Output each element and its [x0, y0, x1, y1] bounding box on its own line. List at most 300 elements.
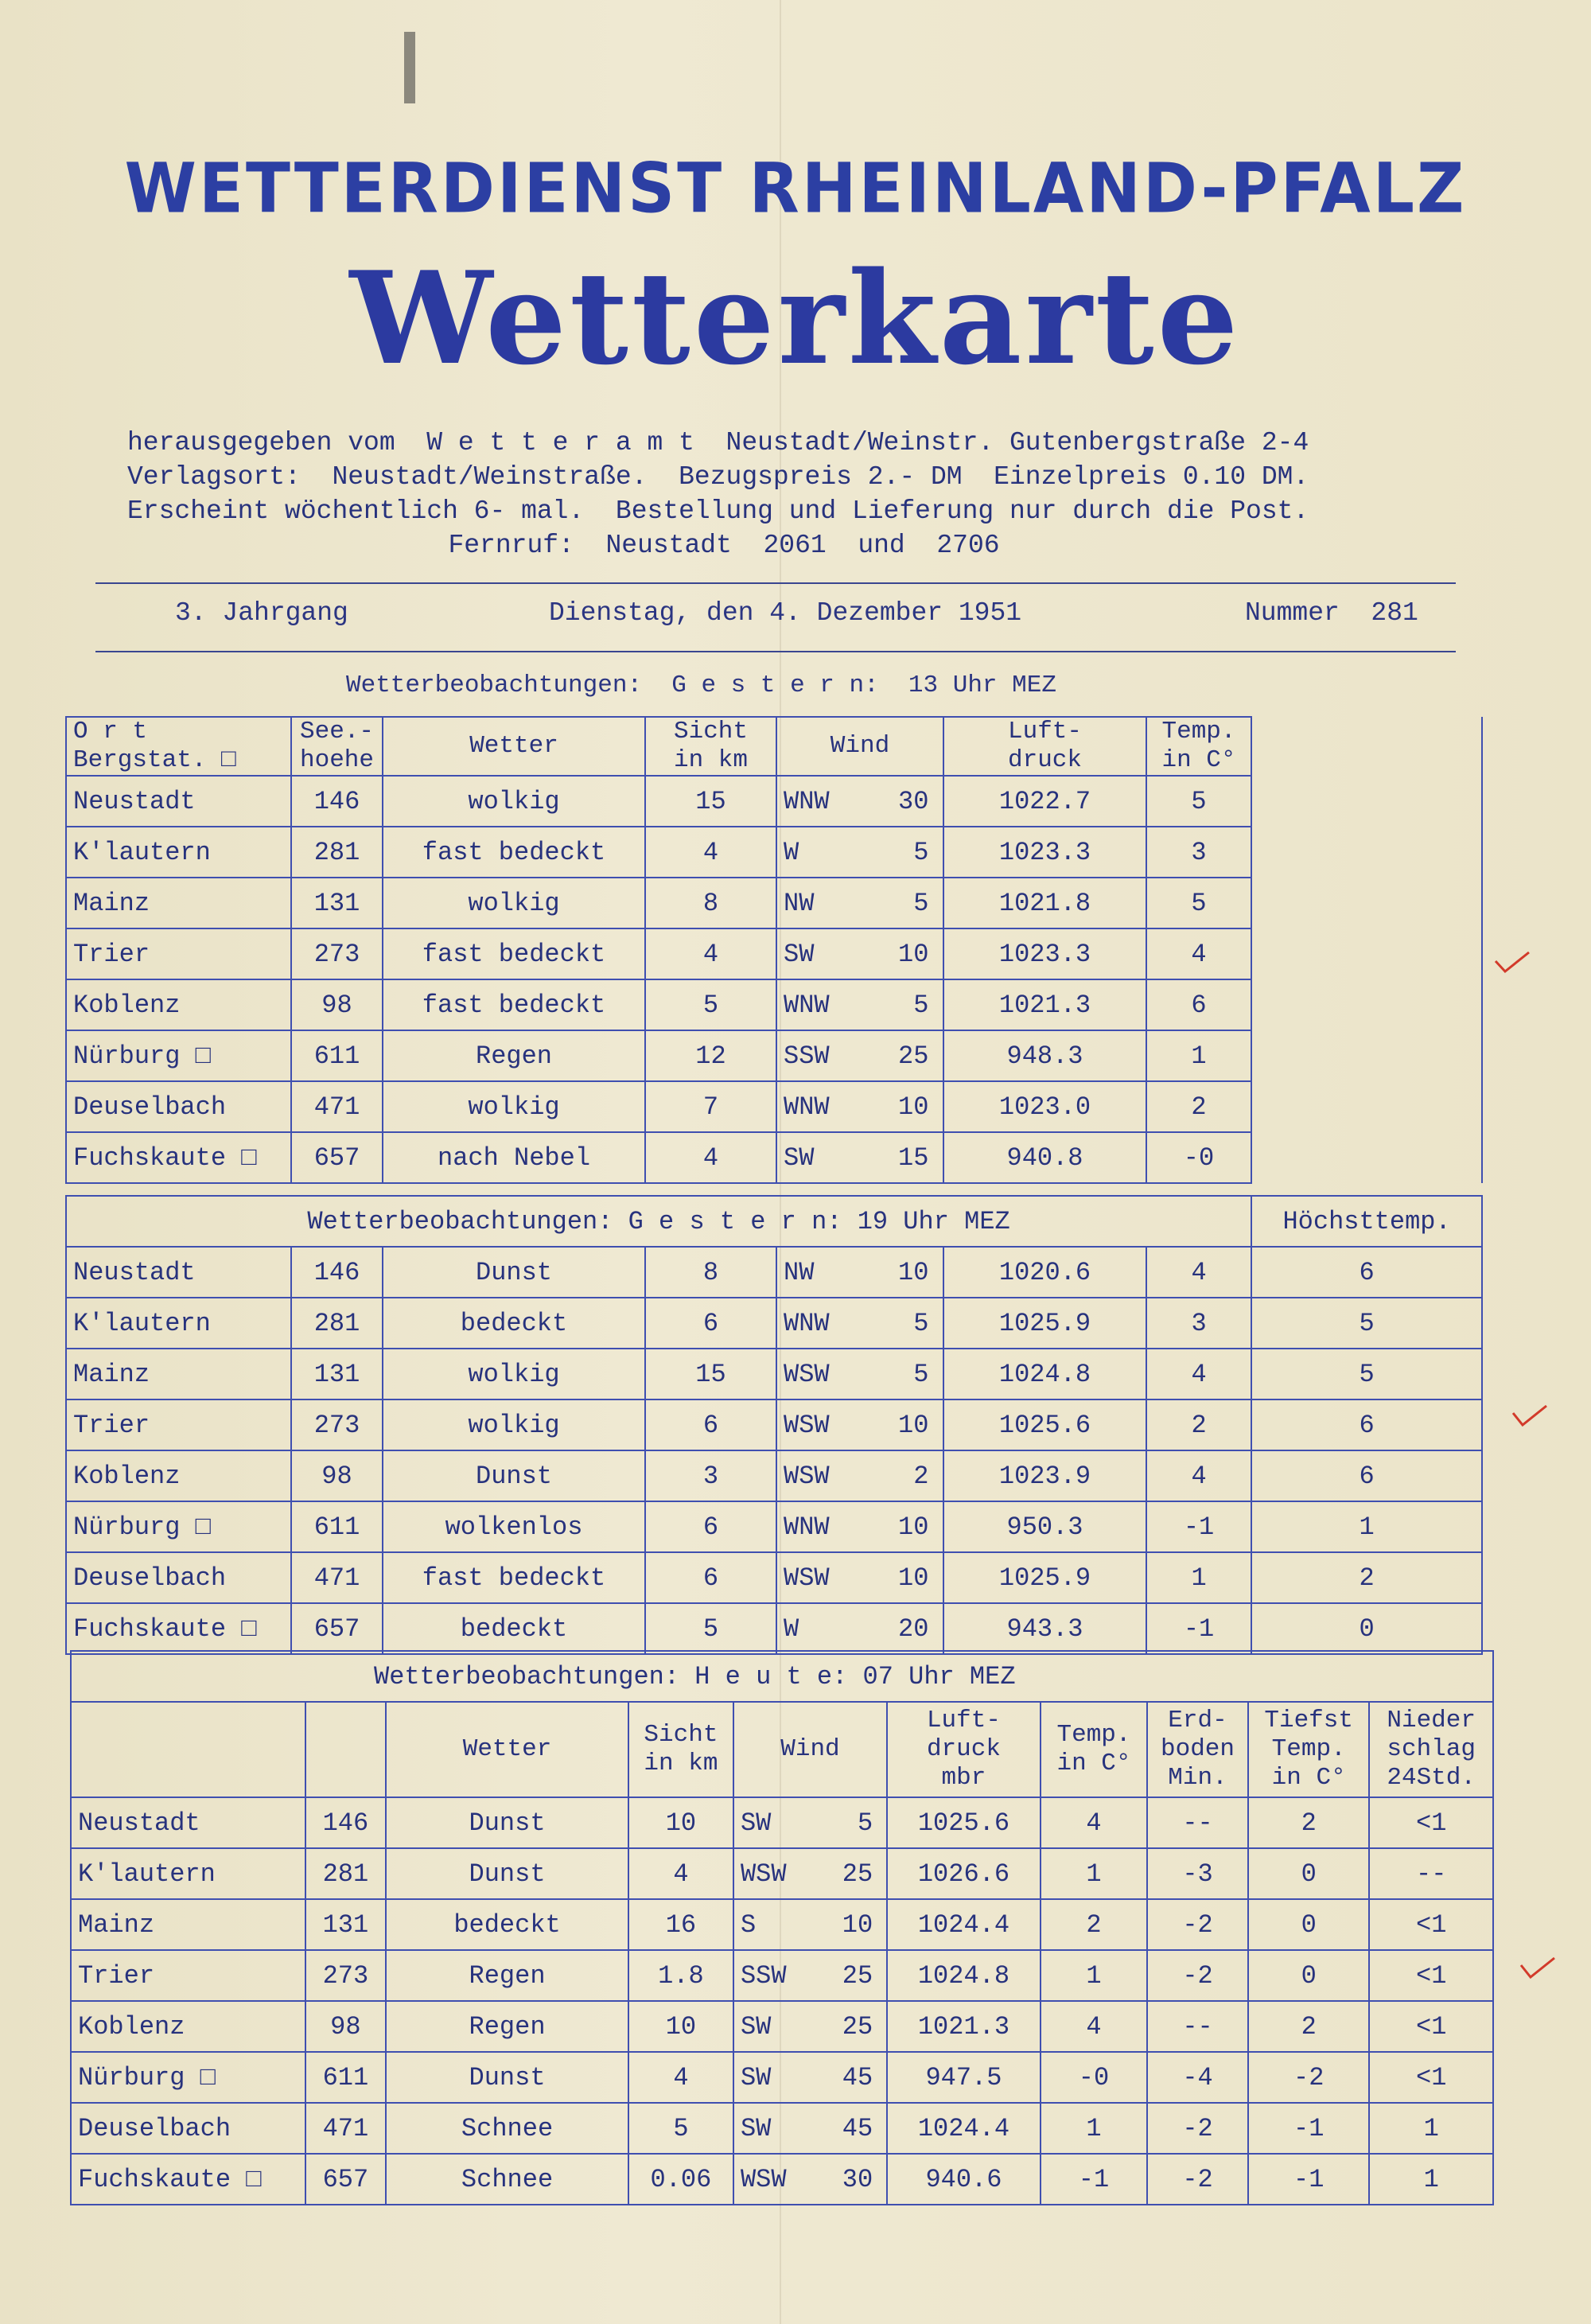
wind-speed: 10 [897, 1257, 929, 1287]
cell-temp: 3 [1146, 827, 1251, 878]
table-19-uhr [65, 1195, 1483, 1655]
table-row [66, 1132, 1482, 1183]
wind-speed: 20 [897, 1614, 929, 1644]
cell-sicht: 4 [645, 827, 776, 878]
table-row [71, 2103, 1493, 2154]
cell-wind [733, 1797, 887, 1848]
cell-tiefsttemp: 2 [1248, 1797, 1369, 1848]
cell-hoehe: 471 [291, 1081, 383, 1132]
cell-tiefsttemp: 0 [1248, 1899, 1369, 1950]
header-wind: Wind [776, 717, 943, 776]
wind-direction: SW [784, 1143, 815, 1173]
cell-hoehe: 98 [305, 2001, 387, 2052]
cell-temp: -1 [1146, 1603, 1251, 1654]
header-niederschlag: Nieder schlag 24Std. [1369, 1702, 1493, 1797]
table-row [71, 1899, 1493, 1950]
header-sicht: Sicht in km [645, 717, 776, 776]
cell-hoehe: 98 [291, 1450, 383, 1501]
cell-wetter: bedeckt [386, 1899, 628, 1950]
service-title: WETTERDIENST RHEINLAND-PFALZ [124, 149, 1467, 229]
table-row [66, 979, 1482, 1030]
header-empty [71, 1702, 305, 1797]
cell-hoehe: 98 [291, 979, 383, 1030]
cell-wetter: Schnee [386, 2154, 628, 2205]
table-row [66, 1298, 1482, 1349]
cell-ort: Neustadt [71, 1797, 305, 1848]
cell-hoehe: 281 [291, 1298, 383, 1349]
cell-ort: K'lautern [66, 1298, 291, 1349]
cell-hoechsttemp: 6 [1251, 1247, 1482, 1298]
cell-temp: 4 [1041, 1797, 1147, 1848]
cell-temp: 4 [1146, 928, 1251, 979]
ink-mark [404, 32, 415, 103]
empty-cell [1251, 928, 1482, 979]
wind-direction: SW [740, 2062, 772, 2092]
wind-direction: SW [740, 1808, 772, 1838]
cell-temp: 1 [1041, 2103, 1147, 2154]
cell-wind [776, 1030, 943, 1081]
cell-wetter: wolkenlos [383, 1501, 645, 1552]
header-erdboden: Erd- boden Min. [1147, 1702, 1248, 1797]
cell-hoechsttemp: 1 [1251, 1501, 1482, 1552]
cell-luftdruck: 1024.4 [887, 1899, 1041, 1950]
divider [95, 582, 1456, 584]
table-row [71, 2001, 1493, 2052]
empty-cell [1251, 1132, 1482, 1183]
wind-direction: WNW [784, 1308, 830, 1338]
header-temp: Temp. in C° [1041, 1702, 1147, 1797]
wind-direction: NW [784, 1257, 815, 1287]
page-title: Wetterkarte [349, 243, 1242, 393]
cell-ort: Mainz [66, 878, 291, 928]
table-row [71, 1797, 1493, 1848]
cell-niederschlag: <1 [1369, 2052, 1493, 2103]
wind-speed: 45 [842, 2113, 873, 2143]
cell-wind [733, 2154, 887, 2205]
empty-cell [1251, 1030, 1482, 1081]
cell-hoehe: 273 [305, 1950, 387, 2001]
cell-tiefsttemp: -2 [1248, 2052, 1369, 2103]
cell-wind [776, 1247, 943, 1298]
wind-speed: 10 [842, 1909, 873, 1940]
cell-ort: Trier [66, 928, 291, 979]
cell-wetter: nach Nebel [383, 1132, 645, 1183]
cell-niederschlag: -- [1369, 1848, 1493, 1899]
cell-wetter: wolkig [383, 776, 645, 827]
cell-hoechsttemp: 5 [1251, 1298, 1482, 1349]
cell-ort: Nürburg □ [71, 2052, 305, 2103]
info-line: Verlagsort: Neustadt/Weinstraße. Bezugspreis 2.- DM Einzelpreis 0.10 DM. [127, 462, 1309, 492]
cell-temp: 1 [1041, 1950, 1147, 2001]
empty-cell [1251, 878, 1482, 928]
publisher-info [127, 426, 1464, 563]
cell-erdboden: -2 [1147, 2103, 1248, 2154]
cell-hoehe: 611 [291, 1030, 383, 1081]
cell-hoechsttemp: 6 [1251, 1399, 1482, 1450]
table-header-row [71, 1702, 1493, 1797]
wind-direction: SSW [740, 1960, 787, 1991]
header-wetter: Wetter [386, 1702, 628, 1797]
cell-hoehe: 657 [305, 2154, 387, 2205]
cell-niederschlag: 1 [1369, 2103, 1493, 2154]
header-hoechsttemp: Höchsttemp. [1251, 1196, 1482, 1247]
cell-ort: Trier [66, 1399, 291, 1450]
cell-niederschlag: <1 [1369, 2001, 1493, 2052]
cell-luftdruck: 1023.0 [943, 1081, 1146, 1132]
cell-wind [776, 878, 943, 928]
phone-line: Fernruf: Neustadt 2061 und 2706 [448, 531, 1000, 560]
header-wind: Wind [733, 1702, 887, 1797]
cell-wind [776, 1081, 943, 1132]
cell-ort: Neustadt [66, 776, 291, 827]
cell-sicht: 4 [645, 928, 776, 979]
cell-wetter: fast bedeckt [383, 827, 645, 878]
cell-wind [733, 2103, 887, 2154]
cell-niederschlag: <1 [1369, 1899, 1493, 1950]
cell-hoehe: 131 [291, 878, 383, 928]
cell-sicht: 6 [645, 1298, 776, 1349]
header-ort: O r t Bergstat. □ [66, 717, 291, 776]
cell-wetter: Dunst [383, 1450, 645, 1501]
cell-temp: 2 [1146, 1399, 1251, 1450]
cell-wind [776, 1399, 943, 1450]
cell-ort: Koblenz [66, 1450, 291, 1501]
cell-ort: Koblenz [71, 2001, 305, 2052]
divider [95, 651, 1456, 652]
cell-sicht: 8 [645, 878, 776, 928]
wind-direction: WSW [784, 1461, 830, 1491]
cell-erdboden: -4 [1147, 2052, 1248, 2103]
cell-ort: Koblenz [66, 979, 291, 1030]
wind-speed: 5 [913, 1308, 929, 1338]
cell-hoehe: 131 [291, 1349, 383, 1399]
wind-direction: SW [740, 2011, 772, 2042]
cell-hoehe: 281 [291, 827, 383, 878]
table-row [66, 1501, 1482, 1552]
cell-luftdruck: 1024.8 [943, 1349, 1146, 1399]
cell-wetter: Dunst [386, 1797, 628, 1848]
cell-wetter: bedeckt [383, 1298, 645, 1349]
table-row [71, 1950, 1493, 2001]
cell-wetter: Dunst [386, 2052, 628, 2103]
cell-ort: Mainz [71, 1899, 305, 1950]
table-row [66, 1081, 1482, 1132]
cell-wetter: fast bedeckt [383, 1552, 645, 1603]
cell-wind [776, 1132, 943, 1183]
jahrgang: 3. Jahrgang [175, 598, 348, 628]
wind-direction: WSW [740, 1859, 787, 1889]
cell-ort: K'lautern [71, 1848, 305, 1899]
wind-speed: 10 [897, 1092, 929, 1122]
wind-speed: 5 [913, 1359, 929, 1389]
cell-wind [776, 1603, 943, 1654]
cell-hoehe: 611 [305, 2052, 387, 2103]
header-luftdruck: Luft- druck mbr [887, 1702, 1041, 1797]
table-13-uhr [65, 716, 1483, 1184]
cell-niederschlag: <1 [1369, 1797, 1493, 1848]
cell-tiefsttemp: 2 [1248, 2001, 1369, 2052]
cell-wind [776, 776, 943, 827]
cell-wetter: Dunst [383, 1247, 645, 1298]
cell-erdboden: -- [1147, 1797, 1248, 1848]
issue-number: Nummer 281 [1245, 598, 1418, 628]
wind-direction: W [784, 1614, 799, 1644]
cell-hoechsttemp: 2 [1251, 1552, 1482, 1603]
cell-temp: 4 [1146, 1450, 1251, 1501]
cell-wetter: wolkig [383, 1081, 645, 1132]
cell-wind [776, 1298, 943, 1349]
wind-speed: 5 [858, 1808, 873, 1838]
table-row [66, 1030, 1482, 1081]
cell-sicht: 15 [645, 1349, 776, 1399]
cell-ort: Nürburg □ [66, 1030, 291, 1081]
wind-direction: NW [784, 888, 815, 918]
wind-direction: SW [784, 939, 815, 969]
cell-wind [733, 1950, 887, 2001]
cell-luftdruck: 1025.6 [943, 1399, 1146, 1450]
section3-title: Wetterbeobachtungen: H e u t e: 07 Uhr MEZ [71, 1651, 1493, 1702]
cell-wind [776, 1450, 943, 1501]
wind-direction: WSW [784, 1410, 830, 1440]
cell-luftdruck: 1024.4 [887, 2103, 1041, 2154]
wind-speed: 25 [897, 1041, 929, 1071]
cell-wind [776, 928, 943, 979]
cell-niederschlag: 1 [1369, 2154, 1493, 2205]
header-hoehe: See.- hoehe [291, 717, 383, 776]
cell-luftdruck: 1021.3 [887, 2001, 1041, 2052]
cell-wetter: wolkig [383, 1349, 645, 1399]
cell-hoehe: 146 [291, 776, 383, 827]
section1-title: Wetterbeobachtungen: G e s t e r n: 13 Uhr MEZ [346, 672, 1056, 699]
wind-speed: 15 [897, 1143, 929, 1173]
wind-speed: 25 [842, 1859, 873, 1889]
table-row [66, 928, 1482, 979]
header-temp: Temp. in C° [1146, 717, 1251, 776]
cell-wind [733, 2052, 887, 2103]
table-row [66, 776, 1482, 827]
cell-ort: Deuselbach [66, 1081, 291, 1132]
header-empty [305, 1702, 387, 1797]
cell-luftdruck: 1023.9 [943, 1450, 1146, 1501]
cell-luftdruck: 947.5 [887, 2052, 1041, 2103]
cell-sicht: 3 [645, 1450, 776, 1501]
cell-luftdruck: 1025.9 [943, 1298, 1146, 1349]
header-luftdruck: Luft- druck [943, 717, 1146, 776]
cell-sicht: 12 [645, 1030, 776, 1081]
empty-cell [1251, 979, 1482, 1030]
table-heute-07-uhr [70, 1650, 1494, 2205]
wind-direction: WNW [784, 990, 830, 1020]
issue-meta [95, 598, 1456, 638]
cell-hoehe: 273 [291, 928, 383, 979]
header-sicht: Sicht in km [628, 1702, 733, 1797]
cell-sicht: 4 [628, 1848, 733, 1899]
wind-speed: 45 [842, 2062, 873, 2092]
table-row [66, 1349, 1482, 1399]
cell-sicht: 5 [645, 1603, 776, 1654]
cell-hoehe: 657 [291, 1603, 383, 1654]
wind-direction: WSW [740, 2164, 787, 2194]
cell-sicht: 0.06 [628, 2154, 733, 2205]
cell-wind [776, 979, 943, 1030]
table-row [71, 1848, 1493, 1899]
table-row [66, 1450, 1482, 1501]
cell-luftdruck: 1026.6 [887, 1848, 1041, 1899]
cell-tiefsttemp: 0 [1248, 1848, 1369, 1899]
cell-ort: Trier [71, 1950, 305, 2001]
cell-wind [776, 1501, 943, 1552]
issue-date: Dienstag, den 4. Dezember 1951 [549, 598, 1022, 628]
wind-direction: SW [740, 2113, 772, 2143]
cell-sicht: 10 [628, 1797, 733, 1848]
cell-hoechsttemp: 0 [1251, 1603, 1482, 1654]
cell-wetter: Regen [383, 1030, 645, 1081]
cell-sicht: 15 [645, 776, 776, 827]
wind-speed: 30 [897, 786, 929, 816]
cell-wetter: fast bedeckt [383, 928, 645, 979]
cell-luftdruck: 948.3 [943, 1030, 1146, 1081]
cell-luftdruck: 1021.8 [943, 878, 1146, 928]
cell-hoehe: 471 [291, 1552, 383, 1603]
wind-direction: WNW [784, 1092, 830, 1122]
cell-luftdruck: 1025.9 [943, 1552, 1146, 1603]
wind-direction: WNW [784, 786, 830, 816]
table-row [66, 827, 1482, 878]
cell-wetter: Regen [386, 1950, 628, 2001]
cell-hoehe: 146 [291, 1247, 383, 1298]
cell-luftdruck: 940.8 [943, 1132, 1146, 1183]
cell-luftdruck: 1025.6 [887, 1797, 1041, 1848]
cell-luftdruck: 1023.3 [943, 928, 1146, 979]
header-tiefsttemp: Tiefst Temp. in C° [1248, 1702, 1369, 1797]
table-row [66, 1247, 1482, 1298]
cell-sicht: 16 [628, 1899, 733, 1950]
cell-hoechsttemp: 6 [1251, 1450, 1482, 1501]
cell-wetter: bedeckt [383, 1603, 645, 1654]
table-row [66, 878, 1482, 928]
cell-wind [733, 1899, 887, 1950]
wind-direction: S [740, 1909, 757, 1940]
wind-speed: 25 [842, 2011, 873, 2042]
cell-ort: Fuchskaute □ [66, 1603, 291, 1654]
cell-wetter: wolkig [383, 878, 645, 928]
cell-sicht: 4 [628, 2052, 733, 2103]
wind-speed: 10 [897, 1410, 929, 1440]
cell-niederschlag: <1 [1369, 1950, 1493, 2001]
wind-direction: WSW [784, 1359, 830, 1389]
cell-hoehe: 611 [291, 1501, 383, 1552]
wind-speed: 2 [913, 1461, 929, 1491]
section2-title: Wetterbeobachtungen: G e s t e r n: 19 Uhr MEZ [66, 1196, 1251, 1247]
cell-luftdruck: 1021.3 [943, 979, 1146, 1030]
cell-sicht: 10 [628, 2001, 733, 2052]
cell-luftdruck: 1020.6 [943, 1247, 1146, 1298]
wind-direction: WSW [784, 1563, 830, 1593]
cell-wetter: wolkig [383, 1399, 645, 1450]
cell-ort: Neustadt [66, 1247, 291, 1298]
wind-speed: 25 [842, 1960, 873, 1991]
cell-ort: Fuchskaute □ [71, 2154, 305, 2205]
wind-speed: 30 [842, 2164, 873, 2194]
cell-wind [776, 1349, 943, 1399]
cell-ort: Fuchskaute □ [66, 1132, 291, 1183]
empty-cell [1251, 827, 1482, 878]
cell-temp: -1 [1041, 2154, 1147, 2205]
empty-cell [1251, 776, 1482, 827]
cell-wind [776, 827, 943, 878]
cell-erdboden: -2 [1147, 2154, 1248, 2205]
wind-speed: 5 [913, 837, 929, 867]
red-check-icon [1494, 950, 1531, 974]
cell-sicht: 1.8 [628, 1950, 733, 2001]
cell-sicht: 6 [645, 1501, 776, 1552]
cell-sicht: 7 [645, 1081, 776, 1132]
cell-erdboden: -2 [1147, 1950, 1248, 2001]
cell-wetter: Schnee [386, 2103, 628, 2154]
cell-wetter: Dunst [386, 1848, 628, 1899]
wind-speed: 10 [897, 1563, 929, 1593]
cell-tiefsttemp: 0 [1248, 1950, 1369, 2001]
cell-tiefsttemp: -1 [1248, 2154, 1369, 2205]
cell-wind [733, 1848, 887, 1899]
cell-hoehe: 131 [305, 1899, 387, 1950]
section2-title-row [66, 1196, 1482, 1247]
cell-luftdruck: 1024.8 [887, 1950, 1041, 2001]
cell-ort: Deuselbach [66, 1552, 291, 1603]
cell-temp: -1 [1146, 1501, 1251, 1552]
cell-sicht: 6 [645, 1399, 776, 1450]
cell-hoehe: 146 [305, 1797, 387, 1848]
cell-ort: Nürburg □ [66, 1501, 291, 1552]
cell-ort: Deuselbach [71, 2103, 305, 2154]
wind-speed: 5 [913, 990, 929, 1020]
cell-hoehe: 657 [291, 1132, 383, 1183]
cell-wind [776, 1552, 943, 1603]
cell-luftdruck: 1023.3 [943, 827, 1146, 878]
cell-luftdruck: 943.3 [943, 1603, 1146, 1654]
table-row [66, 1603, 1482, 1654]
cell-erdboden: -- [1147, 2001, 1248, 2052]
wind-speed: 10 [897, 939, 929, 969]
header-wetter: Wetter [383, 717, 645, 776]
cell-sicht: 4 [645, 1132, 776, 1183]
cell-erdboden: -2 [1147, 1899, 1248, 1950]
cell-temp: 2 [1041, 1899, 1147, 1950]
wind-speed: 5 [913, 888, 929, 918]
cell-temp: -0 [1041, 2052, 1147, 2103]
cell-temp: 5 [1146, 776, 1251, 827]
table-row [66, 1552, 1482, 1603]
cell-wetter: fast bedeckt [383, 979, 645, 1030]
info-line: Erscheint wöchentlich 6- mal. Bestellung und Lieferung nur durch die Post. [127, 496, 1309, 526]
wind-direction: SSW [784, 1041, 830, 1071]
cell-tiefsttemp: -1 [1248, 2103, 1369, 2154]
cell-temp: 4 [1041, 2001, 1147, 2052]
table-header-row [66, 717, 1482, 776]
cell-sicht: 8 [645, 1247, 776, 1298]
table-row [71, 2154, 1493, 2205]
cell-luftdruck: 950.3 [943, 1501, 1146, 1552]
section3-title-row [71, 1651, 1493, 1702]
empty-cell [1251, 1081, 1482, 1132]
wind-speed: 10 [897, 1512, 929, 1542]
wind-direction: W [784, 837, 799, 867]
table-row [66, 1399, 1482, 1450]
wind-direction: WNW [784, 1512, 830, 1542]
info-line: herausgegeben vom W e t t e r a m t Neustadt/Weinstr. Gutenbergstraße 2-4 [127, 428, 1309, 457]
cell-wind [733, 2001, 887, 2052]
cell-temp: 1 [1146, 1552, 1251, 1603]
